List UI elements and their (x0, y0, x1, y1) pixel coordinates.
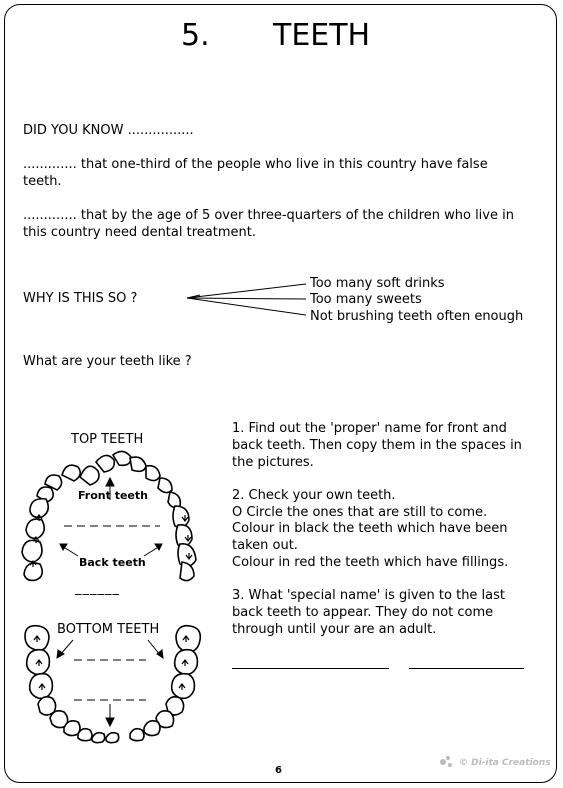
task-one: 1. Find out the 'proper' name for front and back teeth. Then copy them in the spaces in the pictures. (232, 421, 522, 470)
why-question: WHY IS THIS SO ? (23, 291, 138, 306)
bottom-teeth-label: BOTTOM TEETH (57, 622, 160, 637)
reason-sweets: Too many sweets (310, 292, 422, 307)
why-arrows (187, 284, 306, 315)
lower-teeth-arch (25, 626, 200, 743)
reason-soft-drinks: Too many soft drinks (310, 276, 445, 291)
teeth-prompt: What are your teeth like ? (23, 354, 192, 369)
fact-one: ............. that one-third of the people who live in this country have false teeth. (23, 157, 488, 189)
did-you-know-heading: DID YOU KNOW ................ (23, 123, 194, 138)
pointer-arrows (57, 478, 163, 726)
task-two-line-1: 2. Check your own teeth. (232, 488, 396, 503)
page-title: TEETH (273, 18, 371, 53)
task-two-line-2: O Circle the ones that are still to come. (232, 505, 488, 520)
front-teeth-label: Front teeth (78, 489, 148, 502)
task-two-line-3: Colour in black the teeth which have been taken out. (232, 521, 508, 553)
page-number: 6 (275, 765, 282, 776)
task-three: 3. What 'special name' is given to the last back teeth to appear. They do not come through until your are an adult. (232, 588, 506, 637)
blank-space-label: ______ (75, 581, 120, 596)
back-teeth-label: Back teeth (79, 556, 146, 569)
diagram-blanks (64, 526, 160, 700)
credit-text: © Di-ita Creations (459, 758, 551, 768)
reason-brushing: Not brushing teeth often enough (310, 309, 524, 324)
task-two-line-4: Colour in red the teeth which have fillings. (232, 555, 509, 570)
section-number: 5. (181, 18, 210, 53)
top-teeth-label: TOP TEETH (71, 432, 144, 447)
tooth-marks (30, 515, 192, 690)
fact-two: ............. that by the age of 5 over three-quarters of the children who live in this country need dental treatment. (23, 208, 514, 240)
upper-teeth-arch (22, 451, 196, 580)
credit-logo-icon (440, 756, 452, 767)
